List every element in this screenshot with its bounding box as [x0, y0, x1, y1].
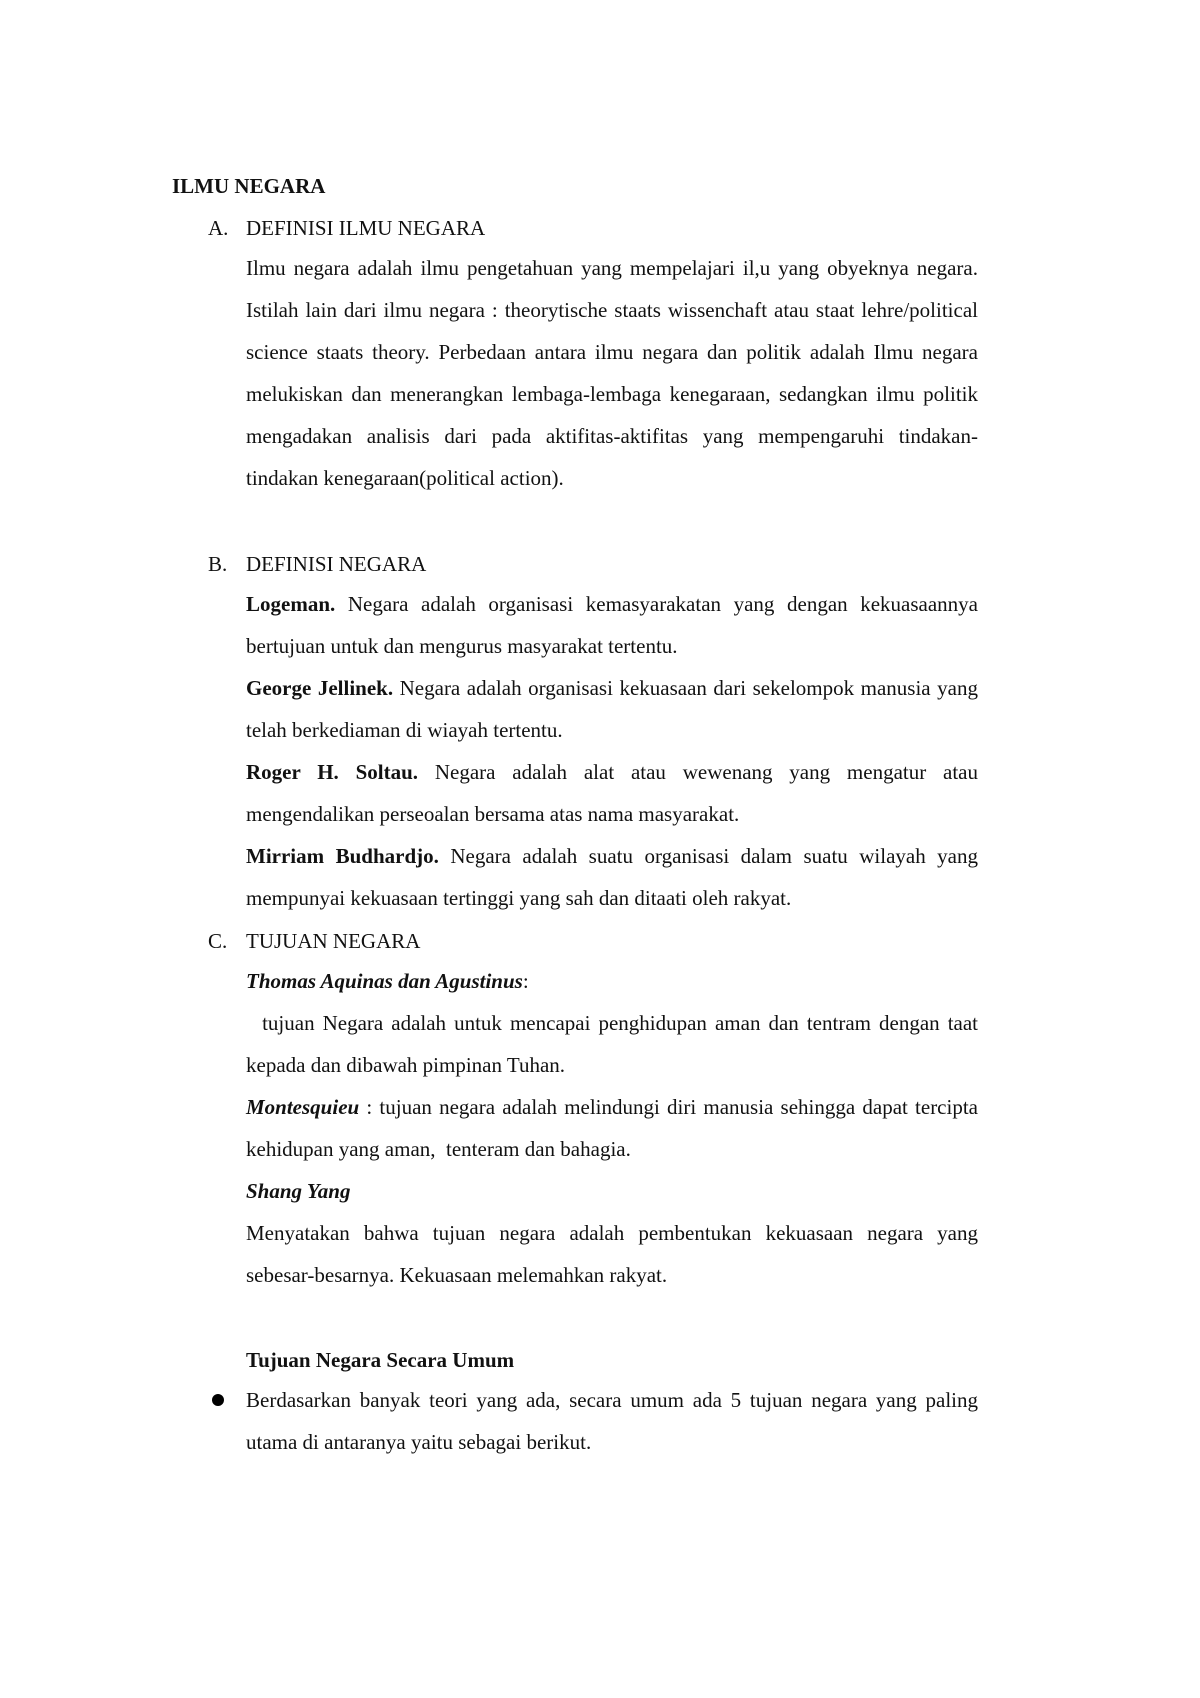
section-c-title: TUJUAN NEGARA — [246, 929, 421, 953]
montesquieu-entry — [246, 1086, 984, 1170]
section-a-body: Ilmu negara adalah ilmu pengetahuan yang mempelajari il,u yang obyeknya negara. Istilah lain dari ilmu negara : theorytische staats wissenchaft atau staat lehre/political science staats theory. Perbedaan antara ilmu negara dan politik adalah Ilmu negara melukiskan dan menerangkan lembaga-lembaga kenegaraan, sedangkan ilmu politik mengadakan analisis dari pada aktifitas-aktifitas yang mempengaruhi tindakan-tindakan kenegaraan(political action). — [246, 256, 978, 490]
definition-text: Negara adalah organisasi kemasyarakatan yang dengan kekuasaannya bertujuan untuk dan mengurus masyarakat tertentu. — [246, 592, 978, 658]
definition-logeman — [246, 583, 978, 667]
section-a-heading — [208, 214, 485, 242]
author-name: Thomas Aquinas dan Agustinus — [246, 969, 523, 993]
bullet-icon — [212, 1394, 224, 1406]
definition-text: Negara adalah organisasi kekuasaan dari sekelompok manusia yang telah berkediaman di wiayah tertentu. — [246, 676, 978, 742]
aquinas-heading — [246, 960, 978, 1002]
definition-text: Negara adalah alat atau wewenang yang mengatur atau mengendalikan perseoalan bersama atas nama masyarakat. — [246, 760, 978, 826]
definition-text: : tujuan negara adalah melindungi diri manusia sehingga dapat tercipta kehidupan yang aman, tenteram dan bahagia. — [246, 1095, 984, 1161]
section-b-title: DEFINISI NEGARA — [246, 552, 427, 576]
document-title: ILMU NEGARA — [172, 174, 326, 198]
definition-soltau — [246, 751, 978, 835]
definition-budhardjo — [246, 835, 978, 919]
section-b-letter: B. — [208, 552, 228, 576]
general-goals-item: Berdasarkan banyak teori yang ada, secara umum ada 5 tujuan negara yang paling utama di antaranya yaitu sebagai berikut. — [246, 1388, 978, 1454]
section-c-heading — [208, 927, 420, 955]
section-b-heading — [208, 550, 426, 578]
aquinas-text: tujuan Negara adalah untuk mencapai penghidupan aman dan tentram dengan taat kepada dan dibawah pimpinan Tuhan. — [246, 1011, 984, 1077]
author-name: Montesquieu — [246, 1095, 360, 1119]
section-a-title: DEFINISI ILMU NEGARA — [246, 216, 486, 240]
shang-yang-heading — [246, 1170, 978, 1212]
author-name: Mirriam Budhardjo. — [246, 844, 439, 868]
definition-jellinek — [246, 667, 978, 751]
shang-yang-text: Menyatakan bahwa tujuan negara adalah pembentukan kekuasaan negara yang sebesar-besarnya. Kekuasaan melemahkan rakyat. — [246, 1221, 978, 1287]
author-name: Roger H. Soltau. — [246, 760, 419, 784]
general-goals-heading: Tujuan Negara Secara Umum — [246, 1348, 515, 1372]
section-c-letter: C. — [208, 929, 228, 953]
author-name: George Jellinek. — [246, 676, 394, 700]
section-a-letter: A. — [208, 216, 229, 240]
heading-suffix: : — [522, 969, 529, 993]
author-name: Shang Yang — [246, 1179, 351, 1203]
definition-text: Negara adalah suatu organisasi dalam suatu wilayah yang mempunyai kekuasaan tertinggi yang sah dan ditaati oleh rakyat. — [246, 844, 978, 910]
author-name: Logeman. — [246, 592, 336, 616]
